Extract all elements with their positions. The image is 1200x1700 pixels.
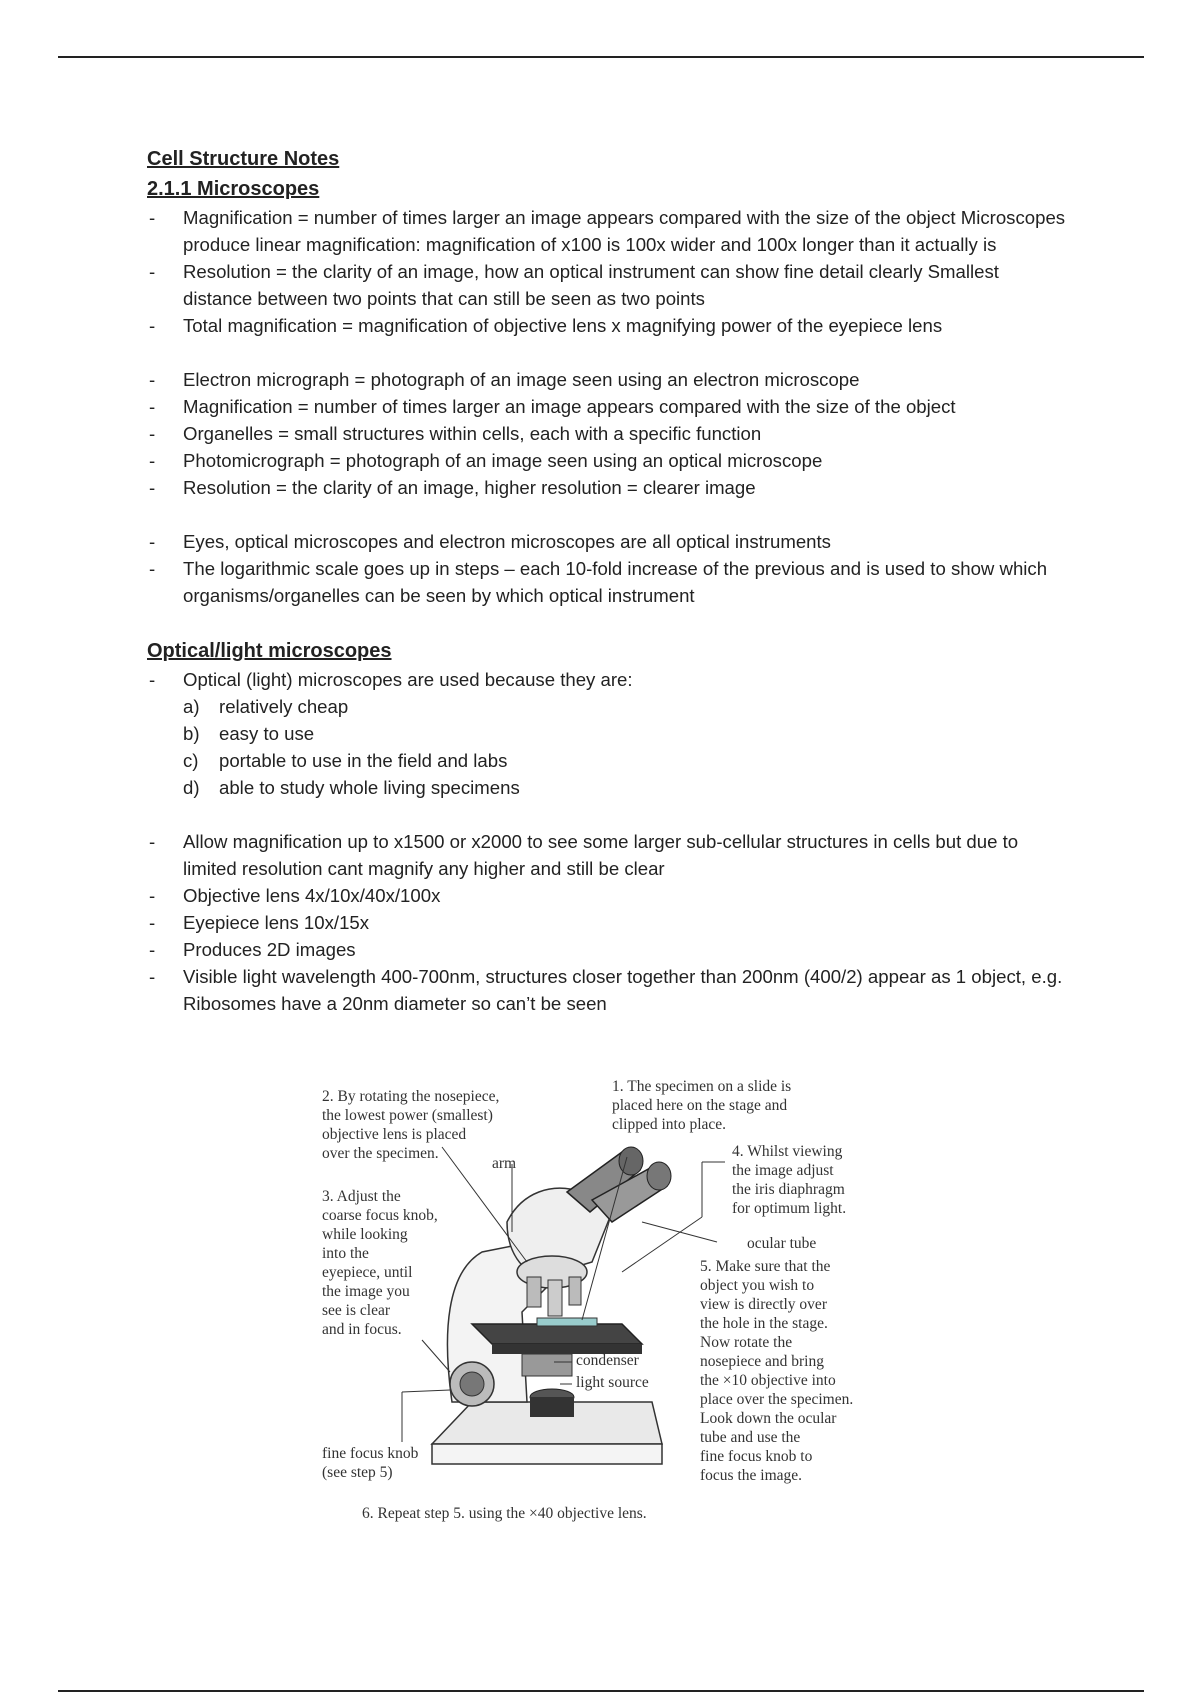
reason-item: d) able to study whole living specimens — [183, 774, 1067, 801]
definitions-list-2 — [147, 366, 1067, 501]
step2-caption: 2. By rotating the nosepiece, the lowest power (smallest) objective lens is placed over the specimen. — [322, 1088, 500, 1162]
bottom-rule — [58, 1690, 1144, 1692]
list-item: - Electron micrograph = photograph of an image seen using an electron microscope — [147, 366, 1067, 393]
list-item: - Visible light wavelength 400-700nm, structures closer together than 200nm (400/2) appear as 1 object, e.g. Ribosomes have a 20nm diameter so can’t be seen — [147, 963, 1067, 1017]
optical-facts-list — [147, 828, 1067, 1017]
list-item: - Photomicrograph = photograph of an image seen using an optical microscope — [147, 447, 1067, 474]
reason-item: b) easy to use — [183, 720, 1067, 747]
fine-focus-label: fine focus knob (see step 5) — [322, 1445, 419, 1481]
list-item: - Magnification = number of times larger an image appears compared with the size of the object Microscopes produce linear magnification: magnification of x100 is 100x wider and 100x longer than it actually is — [147, 204, 1067, 258]
page-title: Cell Structure Notes — [147, 148, 340, 170]
list-item: - Eyepiece lens 10x/15x — [147, 909, 1067, 936]
list-item: - Resolution = the clarity of an image, how an optical instrument can show fine detail clearly Smallest distance between two points that can still be seen as two points — [147, 258, 1067, 312]
reason-item: c) portable to use in the field and labs — [183, 747, 1067, 774]
step6-caption: 6. Repeat step 5. using the ×40 objective lens. — [362, 1505, 647, 1522]
list-item: - Resolution = the clarity of an image, higher resolution = clearer image — [147, 474, 1067, 501]
list-item: - Allow magnification up to x1500 or x2000 to see some larger sub-cellular structures in cells but due to limited resolution cant magnify any higher and still be clear — [147, 828, 1067, 882]
notes-content — [147, 144, 1067, 1017]
optical-heading: Optical/light microscopes — [147, 640, 392, 662]
light-source-label: light source — [576, 1374, 649, 1391]
section-heading: 2.1.1 Microscopes — [147, 178, 320, 200]
definitions-list-3 — [147, 528, 1067, 609]
reason-item: a) relatively cheap — [183, 693, 1067, 720]
step5-caption: 5. Make sure that the object you wish to view is directly over the hole in the stage. Now rotate the nosepiece and bring the ×10 objective into place over the specimen. Look down the ocular tube and use the fine focus knob to focus the image. — [700, 1258, 854, 1484]
definitions-list-1 — [147, 204, 1067, 339]
list-item: - Organelles = small structures within cells, each with a specific function — [147, 420, 1067, 447]
step3-caption: 3. Adjust the coarse focus knob, while looking into the eyepiece, until the image you see is clear and in focus. — [322, 1188, 438, 1338]
list-item: - The logarithmic scale goes up in steps – each 10-fold increase of the previous and is used to show which organisms/organelles can be seen by which optical instrument — [147, 555, 1067, 609]
arm-label: arm — [492, 1155, 517, 1172]
step1-caption: 1. The specimen on a slide is placed here on the stage and clipped into place. — [612, 1078, 792, 1133]
list-item: - Optical (light) microscopes are used because they are: — [147, 666, 1067, 693]
step4-caption: 4. Whilst viewing the image adjust the iris diaphragm for optimum light. — [732, 1143, 847, 1217]
top-rule — [58, 56, 1144, 58]
condenser-label: condenser — [576, 1352, 639, 1369]
optical-intro-list — [147, 666, 1067, 693]
ocular-tube-label: ocular tube — [747, 1235, 817, 1252]
optical-reasons-list — [147, 693, 1067, 801]
list-item: - Total magnification = magnification of objective lens x magnifying power of the eyepiece lens — [147, 312, 1067, 339]
list-item: - Eyes, optical microscopes and electron microscopes are all optical instruments — [147, 528, 1067, 555]
list-item: - Objective lens 4x/10x/40x/100x — [147, 882, 1067, 909]
list-item: - Magnification = number of times larger an image appears compared with the size of the object — [147, 393, 1067, 420]
list-item: - Produces 2D images — [147, 936, 1067, 963]
microscope-figure — [322, 1072, 902, 1524]
